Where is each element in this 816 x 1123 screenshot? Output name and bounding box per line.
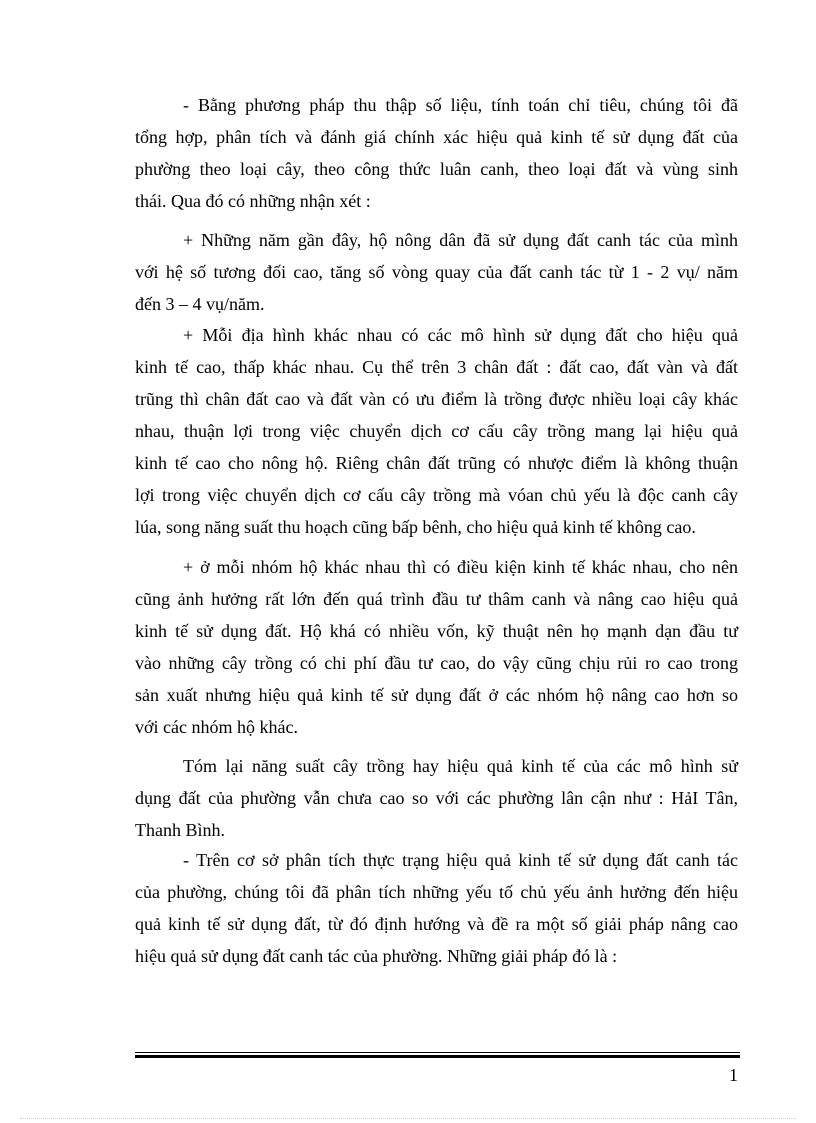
text-line: - Bằng phương pháp thu thập số liệu, tính toán chỉ tiêu, chúng tôi đã — [183, 95, 738, 115]
text-line: - Trên cơ sở phân tích thực trạng hiệu quả kinh tế sử dụng đất canh tác — [183, 850, 738, 870]
text-line: vào những cây trồng có chi phí đầu tư cao, do vậy cũng chịu rủi ro cao trong — [135, 653, 738, 673]
paragraph-summary — [135, 750, 738, 846]
footer-rule-thick — [135, 1055, 740, 1058]
paragraph-household-groups — [135, 551, 738, 743]
text-line: trũng thì chân đất cao và đất vàn có ưu điểm là trồng được nhiều loại cây khác — [135, 389, 738, 409]
text-line: + ở mỗi nhóm hộ khác nhau thì có điều kiện kinh tế khác nhau, cho nên — [183, 557, 738, 577]
paragraph-methodology — [135, 89, 738, 217]
footer-rule-thin — [135, 1052, 740, 1053]
page-edge-divider — [20, 1118, 796, 1119]
text-line: Thanh Bình. — [135, 820, 225, 840]
text-line: với các nhóm hộ khác. — [135, 717, 298, 737]
text-line: + Mỗi địa hình khác nhau có các mô hình sử dụng đất cho hiệu quả — [183, 325, 738, 345]
text-line: thái. Qua đó có những nhận xét : — [135, 191, 371, 211]
text-line: với hệ số tương đối cao, tăng số vòng quay của đất canh tác từ 1 - 2 vụ/ năm — [135, 262, 738, 282]
paragraph-solutions-intro — [135, 844, 738, 972]
text-line: lợi trong việc chuyển dịch cơ cấu cây trồng mà vóan chủ yếu là độc canh cây — [135, 485, 738, 505]
text-line: dụng đất của phường vẫn chưa cao so với các phường lân cận như : HảI Tân, — [135, 788, 738, 808]
text-line: kinh tế cao, thấp khác nhau. Cụ thể trên 3 chân đất : đất cao, đất vàn và đất — [135, 357, 738, 377]
text-line: phường theo loại cây, theo công thức luân canh, theo loại đất và vùng sinh — [135, 159, 738, 179]
text-line: + Những năm gần đây, hộ nông dân đã sử dụng đất canh tác của mình — [183, 230, 738, 250]
paragraph-terrain — [135, 319, 738, 543]
text-line: cũng ảnh hưởng rất lớn đến quá trình đầu tư thâm canh và nâng cao hiệu quả — [135, 589, 738, 609]
text-line: tổng hợp, phân tích và đánh giá chính xác hiệu quả kinh tế sử dụng đất của — [135, 127, 738, 147]
text-line: quả kinh tế sử dụng đất, từ đó định hướng và đề ra một số giải pháp nâng cao — [135, 914, 738, 934]
text-line: của phường, chúng tôi đã phân tích những yếu tố chủ yếu ảnh hưởng đến hiệu — [135, 882, 738, 902]
text-line: kinh tế sử dụng đất. Hộ khá có nhiều vốn, kỹ thuật nên họ mạnh dạn đầu tư — [135, 621, 738, 641]
paragraph-crop-rotation — [135, 224, 738, 320]
page-number: 1 — [729, 1065, 738, 1085]
text-line: đến 3 – 4 vụ/năm. — [135, 294, 265, 314]
text-line: Tóm lại năng suất cây trồng hay hiệu quả kinh tế của các mô hình sử — [183, 756, 738, 776]
text-line: lúa, song năng suất thu hoạch cũng bấp bênh, cho hiệu quả kinh tế không cao. — [135, 517, 696, 537]
text-line: nhau, thuận lợi trong việc chuyển dịch cơ cấu cây trồng mang lại hiệu quả — [135, 421, 738, 441]
text-line: hiệu quả sử dụng đất canh tác của phường. Những giải pháp đó là : — [135, 946, 618, 966]
text-line: kinh tế cao cho nông hộ. Riêng chân đất trũng có nhược điểm là không thuận — [135, 453, 738, 473]
text-line: sản xuất nhưng hiệu quả kinh tế sử dụng đất ở các nhóm hộ nâng cao hơn so — [135, 685, 738, 705]
